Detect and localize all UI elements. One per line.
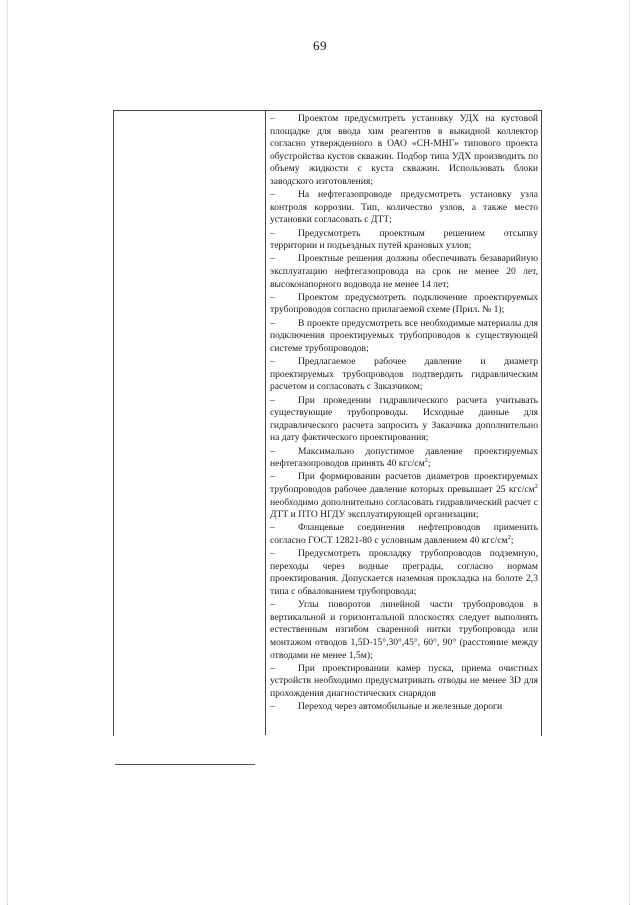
list-item — [270, 253, 538, 291]
item-text: На нефтегазопроводе предусмотреть установку узла контроля коррозии. Тип, количество узлов, а также место установки согласовать с ДТТ; — [270, 189, 538, 226]
list-item — [270, 189, 538, 227]
list-dash: – — [270, 662, 275, 674]
list-dash: – — [270, 701, 275, 713]
item-text: Углы поворотов линейной части трубопроводов в вертикальной и горизонтальной плоскостях следует выполнять естественным изгибом сваренной нитки трубопровода или монтажом отводов 1,5D-15°,30°,45°, 60°, 90° (расстояние между отводами не менее 1,5м); — [270, 599, 538, 661]
superscript: 2 — [424, 456, 428, 464]
list-item — [270, 228, 538, 253]
scan-edge-right — [629, 0, 631, 905]
item-text: Переход через автомобильные и железные дороги — [298, 701, 503, 713]
item-text-after: ; — [427, 458, 431, 470]
page-number: 69 — [313, 38, 327, 53]
item-text: Предлагаемое рабочее давление и диаметр проектируемых трубопроводов подтвердить гидравлическим расчетом и согласовать с Заказчиком; — [270, 356, 538, 393]
item-text: В проекте предусмотреть все необходимые материалы для подключения проектируемых трубопроводов к существующей системе трубопроводов; — [270, 317, 538, 354]
item-text-after: ; — [510, 535, 514, 547]
list-dash: – — [270, 356, 275, 368]
list-dash: – — [270, 471, 275, 483]
list-dash: – — [270, 548, 275, 560]
item-text: Проектом предусмотреть установку УДХ на кустовой площадке для ввода хим реагентов в выкидной коллектор согласно утвержденного в ОАО «СН-МНГ» типового проекта обустройства кустов скважин. Подбор типа УДХ производить по объему жидкости с куста скважин. Использовать блоки заводского изготовления; — [270, 113, 538, 187]
list-item — [270, 522, 538, 547]
list-dash: – — [270, 394, 275, 406]
superscript: 2 — [534, 482, 538, 490]
table-column-divider — [265, 110, 266, 735]
list-dash: – — [270, 522, 275, 534]
item-text: При проведении гидравлического расчета учитывать существующие трубопроводы. Исходные данные для гидравлического расчета запросить у Заказчика дополнительно на дату фактического проектирования; — [270, 394, 538, 444]
item-text: Предусмотреть прокладку трубопроводов подземную, переходы через водные преграды, согласно нормам проектирования. Допускается наземная прокладка на болоте 2,3 типа с обвалованием трубопровода; — [270, 548, 538, 597]
list-dash: – — [270, 227, 275, 239]
list-item — [270, 292, 538, 317]
list-item — [270, 471, 538, 521]
list-dash: – — [270, 445, 275, 457]
item-text: Максимально допустимое давление проектируемых нефтегазопроводов принять 40 кгс/см — [270, 445, 538, 470]
item-text: При проектировании камер пуска, приема очистных устройств необходимо предусматривать отводы не менее 3D для прохождения диагностических снарядов — [270, 662, 538, 699]
list-item — [270, 113, 538, 188]
list-dash: – — [270, 113, 275, 124]
item-text: При формировании расчетов диаметров проектируемых трубопроводов рабочее давление которых превышает 25 кгс/см — [270, 471, 538, 496]
list-dash: – — [270, 317, 275, 329]
requirements-list — [270, 113, 538, 715]
list-item — [270, 318, 538, 356]
list-item — [270, 395, 538, 445]
footnote-separator-line — [115, 764, 255, 765]
item-text: Фланцевые соединения нефтепроводов применить согласно ГОСТ 12821-80 с условным давлением 40 кгс/см — [270, 522, 538, 547]
scan-edge-left — [7, 0, 9, 905]
item-text: Проектом предусмотреть подключение проектируемых трубопроводов согласно прилагаемой схеме (Прил. № 1); — [270, 291, 538, 316]
list-dash: – — [270, 189, 275, 201]
item-text: Проектные решения должны обеспечивать безаварийную эксплуатацию нефтегазопровода на срок не менее 20 лет, высоконапорного водовода не менее 14 лет; — [270, 253, 538, 290]
item-text-after: необходимо дополнительно согласовать гидравлический расчет с ДТТ и ПТО НГДУ эксплуатирующей организации; — [270, 496, 538, 521]
item-text: Предусмотреть проектным решением отсыпку территории и подъездных путей крановых узлов; — [270, 227, 538, 252]
list-item — [270, 356, 538, 394]
list-dash: – — [270, 599, 275, 611]
list-item — [270, 701, 538, 714]
superscript: 2 — [507, 533, 511, 541]
list-item — [270, 663, 538, 701]
list-item — [270, 548, 538, 598]
list-item — [270, 446, 538, 471]
list-item — [270, 599, 538, 662]
list-dash: – — [270, 291, 275, 303]
list-dash: – — [270, 253, 275, 265]
